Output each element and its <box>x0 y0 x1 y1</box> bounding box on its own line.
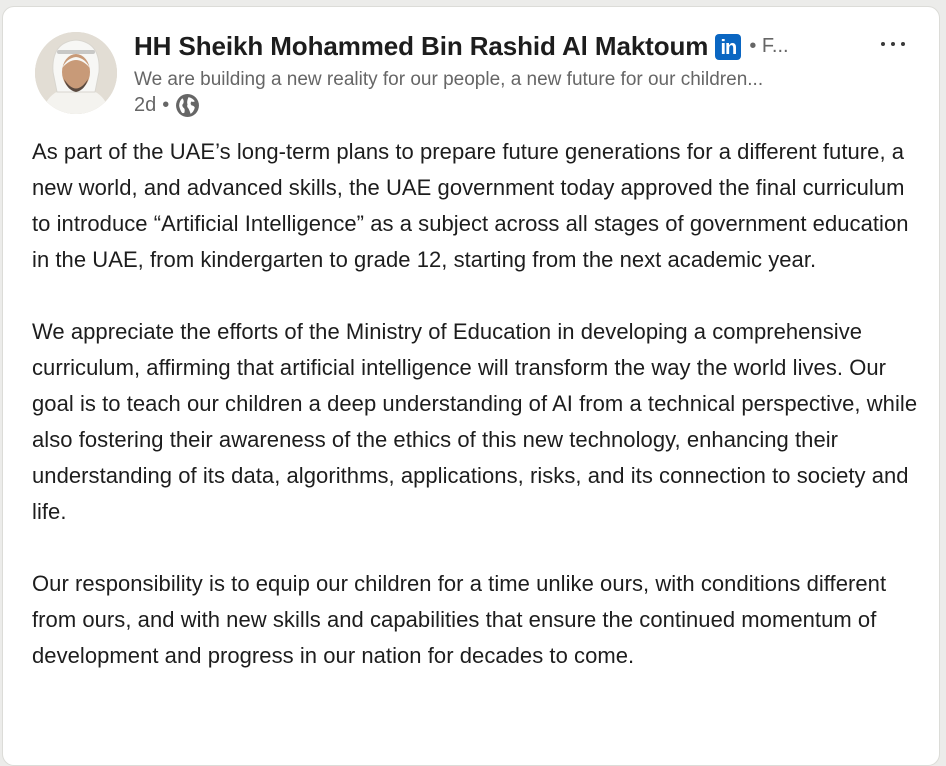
follow-link[interactable]: • F... <box>749 34 789 57</box>
meta-separator: • <box>162 93 170 116</box>
author-name[interactable]: HH Sheikh Mohammed Bin Rashid Al Maktoum <box>134 30 709 61</box>
post-paragraph: We appreciate the efforts of the Ministry of Education in developing a comprehensive curriculum, affirming that artificial intelligence will transform the way the world lives. Our goal is to teach our children a deep understanding of AI from a technical perspective, while also fostering their awareness of the ethics of this new technology, enhancing their understanding of its data, algorithms, applications, risks, and its connection to society and life. <box>32 319 918 524</box>
more-horizontal-icon <box>881 42 885 46</box>
linkedin-badge-icon: in <box>715 34 741 60</box>
post-body <box>32 134 918 710</box>
author-avatar[interactable] <box>35 32 117 114</box>
post-meta <box>134 92 200 118</box>
more-horizontal-icon <box>901 42 905 46</box>
more-horizontal-icon <box>891 42 895 46</box>
author-headline: We are building a new reality for our people, a new future for our children... <box>134 69 764 90</box>
post-paragraph: As part of the UAE’s long-term plans to prepare future generations for a different future, a new world, and advanced skills, the UAE government today approved the final curriculum to introduce “Artificial Intelligence” as a subject across all stages of government education in the UAE, from kindergarten to grade 12, starting from the next academic year. <box>32 139 909 272</box>
post-time: 2d <box>134 93 157 116</box>
post-card <box>2 6 940 766</box>
post-paragraph: Our responsibility is to equip our children for a time unlike ours, with conditions different from ours, and with new skills and capabilities that ensure the continued momentum of development and progress in our nation for decades to come. <box>32 571 887 668</box>
profile-photo <box>35 32 117 114</box>
more-options-button[interactable] <box>871 29 915 59</box>
globe-icon <box>175 93 200 118</box>
author-row <box>134 28 789 64</box>
